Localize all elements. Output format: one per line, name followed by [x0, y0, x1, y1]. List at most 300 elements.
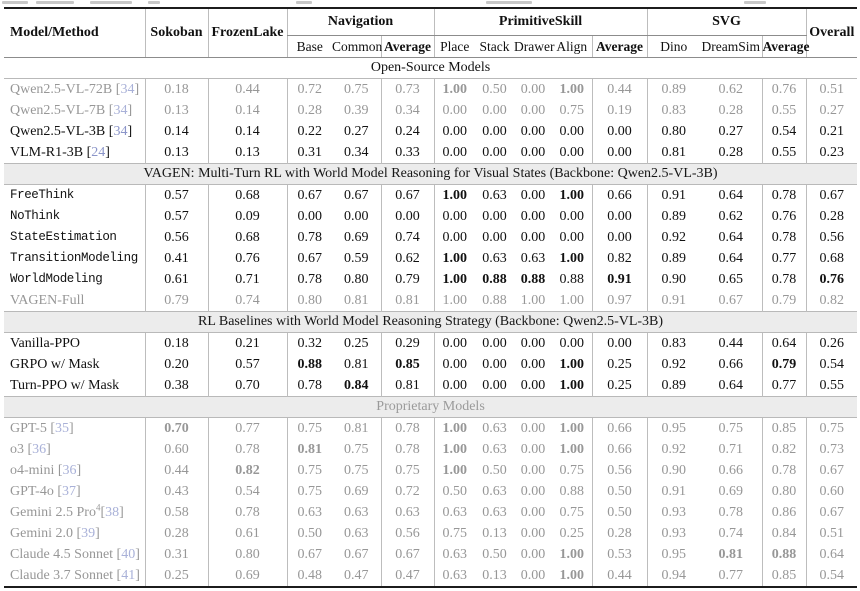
model-name: Claude 3.7 Sonnet [41]	[10, 568, 140, 583]
score-cell: 0.75	[287, 460, 332, 481]
score-cell: 0.28	[806, 206, 857, 227]
score-cell: 0.00	[559, 124, 585, 139]
column-header-overall: Overall	[806, 8, 857, 58]
score-cell: 0.78	[287, 227, 332, 248]
score-cell: 0.64	[718, 378, 744, 393]
score-cell: 0.80	[344, 272, 369, 287]
score-cell: 0.60	[806, 481, 857, 502]
score-cell: 0.00	[482, 103, 507, 118]
score-cell: 0.79	[762, 354, 806, 375]
citation-link[interactable]: 39	[81, 526, 96, 541]
column-header-nav-average: Average	[381, 36, 434, 58]
score-cell: 0.54	[762, 121, 806, 142]
model-name	[4, 269, 145, 290]
score-cell: 0.43	[145, 481, 208, 502]
model-name: Gemini 2.5 Pro$^4$[38]	[10, 502, 124, 520]
score-cell: 0.77	[762, 375, 806, 397]
score-cell: 0.64	[718, 230, 744, 245]
model-name: Qwen2.5-VL-7B [34]	[10, 103, 133, 118]
score-cell: 1.00	[559, 82, 585, 97]
citation-link[interactable]: 34	[113, 124, 128, 139]
score-cell: 0.71	[718, 442, 744, 457]
model-name-label: Claude 3.7 Sonnet	[10, 568, 114, 583]
model-name-label: o4-mini	[10, 463, 55, 478]
score-cell: 0.85	[381, 354, 434, 375]
score-cell: 0.76	[806, 269, 857, 290]
score-cell: 0.22	[287, 121, 332, 142]
model-name-label: o3	[10, 442, 24, 457]
section-band	[4, 58, 857, 79]
score-cell: 0.64	[762, 333, 806, 355]
score-cell: 0.21	[208, 333, 287, 355]
score-cell: 0.50	[434, 481, 475, 502]
model-name-label: GRPO w/ Mask	[10, 357, 100, 372]
model-name-label: Qwen2.5-VL-7B	[10, 103, 106, 118]
table-row	[4, 206, 857, 227]
table-row	[4, 227, 857, 248]
table-row	[4, 502, 857, 523]
score-cell: 0.63	[344, 526, 369, 541]
score-cell: 0.83	[647, 333, 700, 355]
group-header-primitiveskill: PrimitiveSkill	[434, 8, 647, 36]
score-cell: 0.18	[145, 79, 208, 101]
score-cell: 0.67	[806, 502, 857, 523]
score-cell: 0.00	[520, 463, 546, 478]
score-cell: 0.00	[434, 354, 475, 375]
score-cell: 0.54	[806, 565, 857, 587]
score-cell: 0.25	[592, 375, 647, 397]
score-cell: 0.69	[208, 565, 287, 587]
score-cell: 0.00	[434, 333, 475, 355]
score-cell: 0.67	[806, 460, 857, 481]
score-cell: 0.34	[344, 145, 369, 160]
citation-link[interactable]: 36	[62, 463, 77, 478]
score-cell: 0.14	[208, 100, 287, 121]
score-cell: 0.00	[434, 121, 475, 142]
score-cell: 0.78	[208, 502, 287, 523]
score-cell: 0.95	[647, 418, 700, 440]
score-cell: 0.75	[718, 421, 744, 436]
score-cell: 0.75	[559, 463, 585, 478]
table-row	[4, 333, 857, 355]
score-cell: 0.81	[381, 290, 434, 312]
score-cell: 0.55	[762, 100, 806, 121]
score-cell: 0.50	[287, 523, 332, 544]
column-header-frozenlake: FrozenLake	[208, 8, 287, 58]
table-row	[4, 354, 857, 375]
table-row	[4, 481, 857, 502]
score-cell: 0.00	[520, 103, 546, 118]
score-cell: 0.74	[208, 290, 287, 312]
score-cell: 0.44	[592, 565, 647, 587]
score-cell: 0.00	[592, 206, 647, 227]
score-cell: 0.69	[718, 484, 744, 499]
score-cell: 0.78	[208, 439, 287, 460]
score-cell: 0.92	[647, 354, 700, 375]
score-cell: 0.00	[520, 442, 546, 457]
score-cell: 0.00	[520, 124, 546, 139]
score-cell: 0.94	[647, 565, 700, 587]
score-cell: 1.00	[559, 293, 585, 308]
score-cell: 0.76	[208, 248, 287, 269]
score-cell: 0.66	[718, 463, 744, 478]
column-header-nav-common: Common	[332, 36, 381, 58]
table-row	[4, 544, 857, 565]
score-cell: 0.31	[287, 142, 332, 164]
score-cell: 0.31	[145, 544, 208, 565]
column-header-nav-base: Base	[287, 36, 332, 58]
citation-link[interactable]: 34	[120, 82, 135, 97]
score-cell: 0.67	[344, 547, 369, 562]
score-cell: 0.59	[344, 251, 369, 266]
score-cell: 0.75	[806, 418, 857, 440]
column-header-svg-dino: Dino	[647, 36, 700, 58]
score-cell: 0.79	[381, 269, 434, 290]
model-name-label: Vanilla-PPO	[10, 336, 80, 351]
score-cell: 0.55	[806, 375, 857, 397]
score-cell: 0.00	[482, 378, 507, 393]
score-cell: 0.00	[520, 547, 546, 562]
score-cell: 0.75	[344, 463, 369, 478]
score-cell: 0.88	[559, 272, 585, 287]
citation-link[interactable]: 35	[55, 421, 69, 436]
footnote-marker: 4	[95, 502, 101, 513]
model-name: GPT-5 [35]	[10, 421, 74, 436]
score-cell: 0.55	[762, 142, 806, 164]
column-header-ps-stack: Stack	[475, 36, 514, 58]
table-row	[4, 79, 857, 101]
score-cell: 0.00	[381, 206, 434, 227]
score-cell: 1.00	[434, 269, 475, 290]
score-cell: 1.00	[434, 460, 475, 481]
score-cell: 0.54	[806, 354, 857, 375]
score-cell: 0.33	[381, 142, 434, 164]
score-cell: 0.60	[145, 439, 208, 460]
section-band	[4, 397, 857, 418]
score-cell: 0.28	[718, 103, 744, 118]
column-header-model-method: Model/Method	[4, 8, 145, 58]
score-cell: 0.63	[287, 502, 332, 523]
score-cell: 0.62	[381, 248, 434, 269]
score-cell: 0.89	[647, 79, 700, 101]
model-name-label: TransitionModeling	[10, 251, 138, 265]
score-cell: 0.80	[762, 481, 806, 502]
model-name: GPT-4o [37]	[10, 484, 81, 499]
score-cell: 0.75	[344, 442, 369, 457]
score-cell: 0.67	[806, 185, 857, 207]
citation-link[interactable]: 34	[113, 103, 128, 118]
score-cell: 0.71	[208, 269, 287, 290]
score-cell: 0.13	[208, 142, 287, 164]
score-cell: 0.00	[482, 336, 507, 351]
table-row	[4, 523, 857, 544]
score-cell: 0.64	[718, 251, 744, 266]
section-title: VAGEN: Multi-Turn RL with World Model Reasoning for Visual States (Backbone: Qwen2.5-VL-3B)	[4, 164, 857, 185]
score-cell: 0.25	[145, 565, 208, 587]
score-cell: 0.00	[434, 142, 475, 164]
score-cell: 0.50	[482, 82, 507, 97]
score-cell: 0.28	[592, 523, 647, 544]
score-cell: 1.00	[559, 378, 585, 393]
model-name: o4-mini [36]	[10, 463, 82, 478]
score-cell: 0.66	[592, 439, 647, 460]
score-cell: 0.14	[208, 121, 287, 142]
score-cell: 0.51	[806, 523, 857, 544]
score-cell: 0.29	[381, 333, 434, 355]
score-cell: 0.69	[344, 484, 369, 499]
score-cell: 0.75	[434, 523, 475, 544]
score-cell: 0.25	[592, 354, 647, 375]
score-cell: 0.21	[806, 121, 857, 142]
score-cell: 0.69	[344, 230, 369, 245]
column-header-ps-drawer: Drawer	[514, 36, 552, 58]
score-cell: 1.00	[434, 185, 475, 207]
score-cell: 0.00	[520, 209, 546, 224]
score-cell: 0.13	[145, 142, 208, 164]
score-cell: 0.63	[482, 421, 507, 436]
table-body	[4, 58, 857, 588]
score-cell: 0.44	[208, 79, 287, 101]
score-cell: 0.67	[381, 544, 434, 565]
score-cell: 0.89	[647, 248, 700, 269]
model-name-label: FreeThink	[10, 188, 74, 202]
score-cell: 0.91	[647, 290, 700, 312]
score-cell: 0.00	[559, 209, 585, 224]
score-cell: 0.00	[559, 336, 585, 351]
score-cell: 1.00	[434, 418, 475, 440]
score-cell: 0.78	[762, 227, 806, 248]
score-cell: 0.90	[647, 269, 700, 290]
score-cell: 0.70	[208, 375, 287, 397]
score-cell: 0.54	[208, 481, 287, 502]
score-cell: 0.81	[647, 142, 700, 164]
score-cell: 0.48	[287, 565, 332, 587]
model-name	[4, 206, 145, 227]
score-cell: 0.83	[647, 100, 700, 121]
score-cell: 0.44	[145, 460, 208, 481]
score-cell: 0.57	[145, 206, 208, 227]
score-cell: 0.68	[806, 248, 857, 269]
score-cell: 0.50	[482, 547, 507, 562]
table-row	[4, 418, 857, 440]
score-cell: 0.00	[520, 378, 546, 393]
model-name	[4, 227, 145, 248]
clipped-caption	[0, 0, 860, 6]
score-cell: 0.89	[647, 206, 700, 227]
table-row	[4, 185, 857, 207]
score-cell: 0.66	[592, 418, 647, 440]
column-header-sokoban: Sokoban	[145, 8, 208, 58]
score-cell: 0.81	[344, 421, 369, 436]
score-cell: 0.67	[287, 185, 332, 207]
score-cell: 0.00	[592, 142, 647, 164]
score-cell: 0.78	[718, 505, 744, 520]
score-cell: 0.62	[718, 209, 744, 224]
citation-link[interactable]: 24	[91, 145, 106, 160]
score-cell: 0.78	[762, 185, 806, 207]
score-cell: 0.76	[762, 79, 806, 101]
score-cell: 0.67	[718, 293, 744, 308]
score-cell: 0.38	[145, 375, 208, 397]
model-name-label: Turn-PPO w/ Mask	[10, 378, 120, 393]
citation-link[interactable]: 40	[121, 547, 136, 562]
score-cell: 0.64	[806, 544, 857, 565]
score-cell: 0.00	[344, 209, 369, 224]
score-cell: 0.92	[647, 439, 700, 460]
section-title: Proprietary Models	[4, 397, 857, 418]
score-cell: 0.63	[482, 505, 507, 520]
score-cell: 0.81	[344, 293, 369, 308]
score-cell: 0.00	[592, 121, 647, 142]
score-cell: 0.79	[145, 290, 208, 312]
citation-link[interactable]: 38	[105, 505, 120, 520]
score-cell: 0.78	[287, 375, 332, 397]
score-cell: 0.00	[287, 206, 332, 227]
score-cell: 0.63	[381, 502, 434, 523]
score-cell: 0.00	[520, 230, 546, 245]
score-cell: 0.51	[806, 79, 857, 101]
score-cell: 0.44	[592, 79, 647, 101]
score-cell: 0.76	[762, 206, 806, 227]
score-cell: 0.93	[647, 523, 700, 544]
score-cell: 0.67	[344, 188, 369, 203]
score-cell: 0.75	[287, 418, 332, 440]
score-cell: 0.28	[718, 145, 744, 160]
score-cell: 0.27	[344, 124, 369, 139]
score-cell: 0.47	[344, 568, 369, 583]
score-cell: 0.67	[287, 248, 332, 269]
score-cell: 1.00	[559, 357, 585, 372]
score-cell: 0.88	[287, 354, 332, 375]
score-cell: 0.81	[381, 375, 434, 397]
table-row	[4, 375, 857, 397]
table-row	[4, 248, 857, 269]
score-cell: 0.32	[287, 333, 332, 355]
score-cell: 0.84	[344, 378, 369, 393]
column-header-ps-average: Average	[592, 36, 647, 58]
score-cell: 0.77	[208, 418, 287, 440]
model-name	[4, 333, 145, 355]
score-cell: 0.66	[718, 357, 744, 372]
score-cell: 0.91	[592, 269, 647, 290]
score-cell: 0.00	[520, 568, 546, 583]
model-name	[4, 375, 145, 397]
score-cell: 0.24	[381, 121, 434, 142]
score-cell: 0.00	[592, 227, 647, 248]
score-cell: 0.88	[520, 272, 546, 287]
score-cell: 0.18	[145, 333, 208, 355]
score-cell: 0.00	[482, 145, 507, 160]
score-cell: 0.13	[482, 568, 507, 583]
score-cell: 0.95	[647, 544, 700, 565]
model-name-label: VLM-R1-3B	[10, 145, 84, 160]
score-cell: 0.82	[592, 248, 647, 269]
citation-link[interactable]: 37	[62, 484, 76, 499]
score-cell: 0.00	[434, 375, 475, 397]
score-cell: 0.78	[381, 418, 434, 440]
score-cell: 0.85	[762, 418, 806, 440]
score-cell: 0.56	[806, 227, 857, 248]
score-cell: 0.84	[762, 523, 806, 544]
score-cell: 0.58	[145, 502, 208, 523]
citation-link[interactable]: 36	[32, 442, 47, 457]
score-cell: 0.00	[520, 484, 546, 499]
score-cell: 0.39	[344, 103, 369, 118]
score-cell: 0.53	[592, 544, 647, 565]
score-cell: 0.63	[482, 484, 507, 499]
score-cell: 0.72	[287, 79, 332, 101]
score-cell: 0.44	[718, 336, 744, 351]
score-cell: 0.73	[806, 439, 857, 460]
score-cell: 0.00	[520, 526, 546, 541]
benchmark-results-table	[4, 7, 857, 588]
group-header-svg: SVG	[647, 8, 806, 36]
score-cell: 0.81	[344, 357, 369, 372]
section-title: RL Baselines with World Model Reasoning Strategy (Backbone: Qwen2.5-VL-3B)	[4, 312, 857, 333]
score-cell: 0.91	[647, 481, 700, 502]
score-cell: 0.50	[592, 481, 647, 502]
score-cell: 1.00	[559, 568, 585, 583]
score-cell: 0.88	[559, 484, 585, 499]
score-cell: 1.00	[559, 442, 585, 457]
score-cell: 0.67	[381, 185, 434, 207]
score-cell: 0.73	[381, 79, 434, 101]
model-name-label: NoThink	[10, 209, 60, 223]
score-cell: 1.00	[559, 188, 585, 203]
model-name-label: GPT-4o	[10, 484, 54, 499]
model-name-label: Qwen2.5-VL-72B	[10, 82, 113, 97]
score-cell: 0.88	[482, 293, 507, 308]
score-cell: 0.63	[482, 442, 507, 457]
score-cell: 0.25	[344, 336, 369, 351]
score-cell: 0.82	[762, 439, 806, 460]
score-cell: 0.97	[592, 290, 647, 312]
score-cell: 0.75	[559, 505, 585, 520]
score-cell: 1.00	[520, 293, 546, 308]
citation-link[interactable]: 41	[121, 568, 136, 583]
score-cell: 0.62	[718, 82, 744, 97]
model-name-label: Claude 4.5 Sonnet	[10, 547, 114, 562]
model-name	[4, 248, 145, 269]
score-cell: 0.00	[559, 230, 585, 245]
score-cell: 0.78	[381, 439, 434, 460]
score-cell: 0.68	[208, 227, 287, 248]
score-cell: 0.13	[482, 526, 507, 541]
score-cell: 0.61	[208, 523, 287, 544]
score-cell: 0.00	[520, 421, 546, 436]
table-row	[4, 460, 857, 481]
score-cell: 0.93	[647, 502, 700, 523]
score-cell: 0.23	[806, 142, 857, 164]
score-cell: 0.86	[762, 502, 806, 523]
score-cell: 0.74	[718, 526, 744, 541]
column-header-svg-dreamsim: DreamSim	[700, 36, 762, 58]
column-header-ps-align: Align	[552, 36, 592, 58]
score-cell: 0.82	[208, 460, 287, 481]
score-cell: 1.00	[559, 547, 585, 562]
score-cell: 0.88	[482, 272, 507, 287]
table-row	[4, 269, 857, 290]
score-cell: 0.75	[381, 460, 434, 481]
table-row	[4, 142, 857, 164]
score-cell: 0.78	[762, 269, 806, 290]
model-name-label: Gemini 2.0	[10, 526, 73, 541]
table-row	[4, 290, 857, 312]
score-cell: 0.66	[592, 185, 647, 207]
score-cell: 0.13	[145, 100, 208, 121]
score-cell: 0.63	[482, 251, 507, 266]
score-cell: 0.75	[559, 103, 585, 118]
